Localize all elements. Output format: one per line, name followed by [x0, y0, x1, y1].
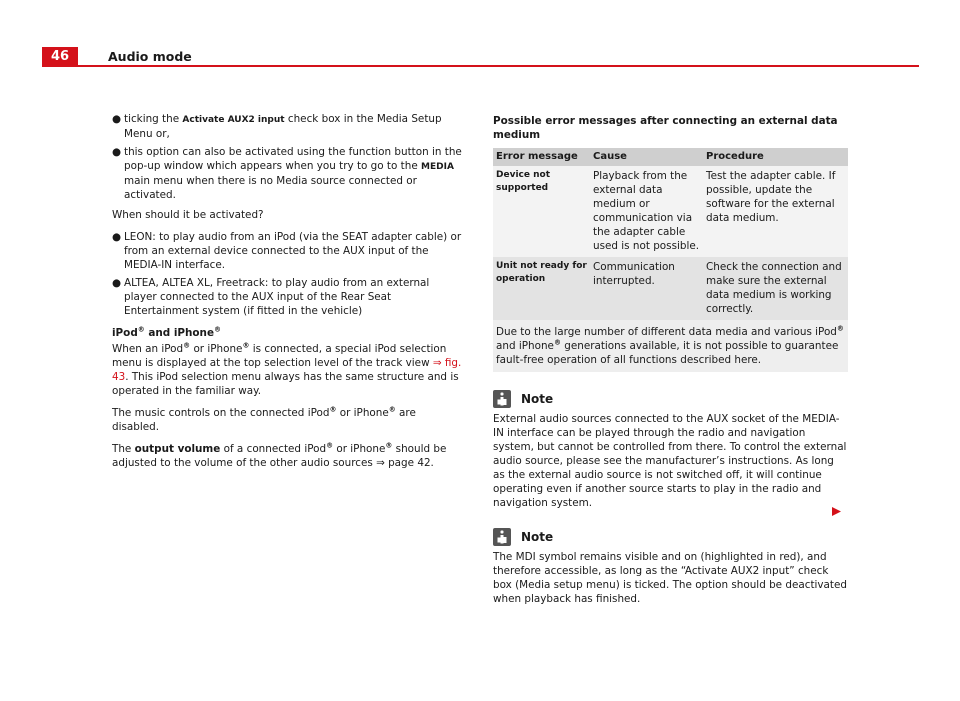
bullet-dot: ●: [112, 113, 122, 125]
left-column: [112, 112, 464, 478]
bullet-dot: ●: [112, 231, 122, 243]
error-cell: Device not supported: [493, 166, 590, 257]
note-hand-icon: [493, 390, 511, 408]
note-text: External audio sources connected to the AUX socket of the MEDIA-IN interface can be played through the radio and navigation system, but cannot be controlled from there. To control the external audio source, please see the manufacturer’s instructions. As long as the external audio source is not switched off, it will continue operating even if another source starts to play in the radio and navigation system.: [493, 413, 847, 509]
bullet-activate-aux2: ● ticking the Activate AUX2 input check box in the Media Setup Menu or,: [112, 113, 442, 140]
note-text: The MDI symbol remains visible and on (highlighted in red), and therefore accessible, as long as the “Activate AUX2 input” check box (Media setup menu) is ticked. The option should be deactivated when playback has finished.: [493, 551, 847, 605]
header-cause: Cause: [590, 148, 703, 166]
note-hand-icon: [493, 528, 511, 546]
output-volume-paragraph: The output volume of a connected iPod® or iPhone® should be adjusted to the volume of the other audio sources ⇒ page 42.: [112, 441, 447, 469]
note-label: Note: [521, 530, 554, 544]
table-footnote-row: [493, 320, 848, 372]
ipod-iphone-heading: iPod® and iPhone®: [112, 325, 222, 339]
table-header-row: [493, 148, 848, 166]
right-column: [493, 114, 848, 606]
table-row: [493, 166, 848, 257]
cause-cell: Playback from the external data medium or communication via the adapter cable used is not possible.: [590, 166, 703, 257]
bullet-altea: ● ALTEA, ALTEA XL, Freetrack: to play audio from an external player connected to the AUX input of the Rear Seat Entertainment system (if fitted in the vehicle): [112, 277, 430, 317]
music-controls-paragraph: The music controls on the connected iPod® or iPhone® are disabled.: [112, 405, 416, 433]
cause-cell: Communication interrupted.: [590, 257, 703, 320]
page-header: [42, 47, 919, 67]
procedure-cell: Test the adapter cable. If possible, update the software for the external data medium.: [703, 166, 848, 257]
error-cell: Unit not ready for operation: [493, 257, 590, 320]
table-row: [493, 257, 848, 320]
when-question: When should it be activated?: [112, 209, 264, 221]
error-table-title: Possible error messages after connecting an external data medium: [493, 115, 838, 141]
bullet-media-button: ● this option can also be activated using the function button in the pop-up window which appears when you try to go to the MEDIA main menu when there is no Media source connected or activated.: [112, 146, 462, 201]
header-error-message: Error message: [493, 148, 590, 166]
error-messages-table: [493, 148, 848, 372]
header-procedure: Procedure: [703, 148, 848, 166]
bullet-dot: ●: [112, 146, 122, 158]
procedure-cell: Check the connection and make sure the external data medium is working correctly.: [703, 257, 848, 320]
note-aux-sources: [493, 390, 848, 510]
ipod-menu-paragraph: When an iPod® or iPhone® is connected, a special iPod selection menu is displayed at the top selection level of the track view ⇒ fig. 43. This iPod selection menu always has the same structure and is operated in the familiar way.: [112, 341, 462, 397]
page-number: 46: [42, 47, 78, 67]
figure-link[interactable]: ⇒ fig. 43: [112, 357, 462, 383]
bullet-leon: ● LEON: to play audio from an iPod (via the SEAT adapter cable) or from an external device connected to the AUX input of the MEDIA-IN interface.: [112, 231, 462, 271]
chapter-title: Audio mode: [108, 49, 192, 64]
table-footnote: Due to the large number of different data media and various iPod® and iPhone® generations available, it is not possible to guarantee fault-free operation of all functions described here.: [493, 320, 848, 372]
note-label: Note: [521, 392, 554, 406]
note-mdi-symbol: [493, 528, 848, 606]
bullet-dot: ●: [112, 277, 122, 289]
header-divider: [42, 65, 919, 67]
continue-arrow-icon: [832, 507, 841, 516]
